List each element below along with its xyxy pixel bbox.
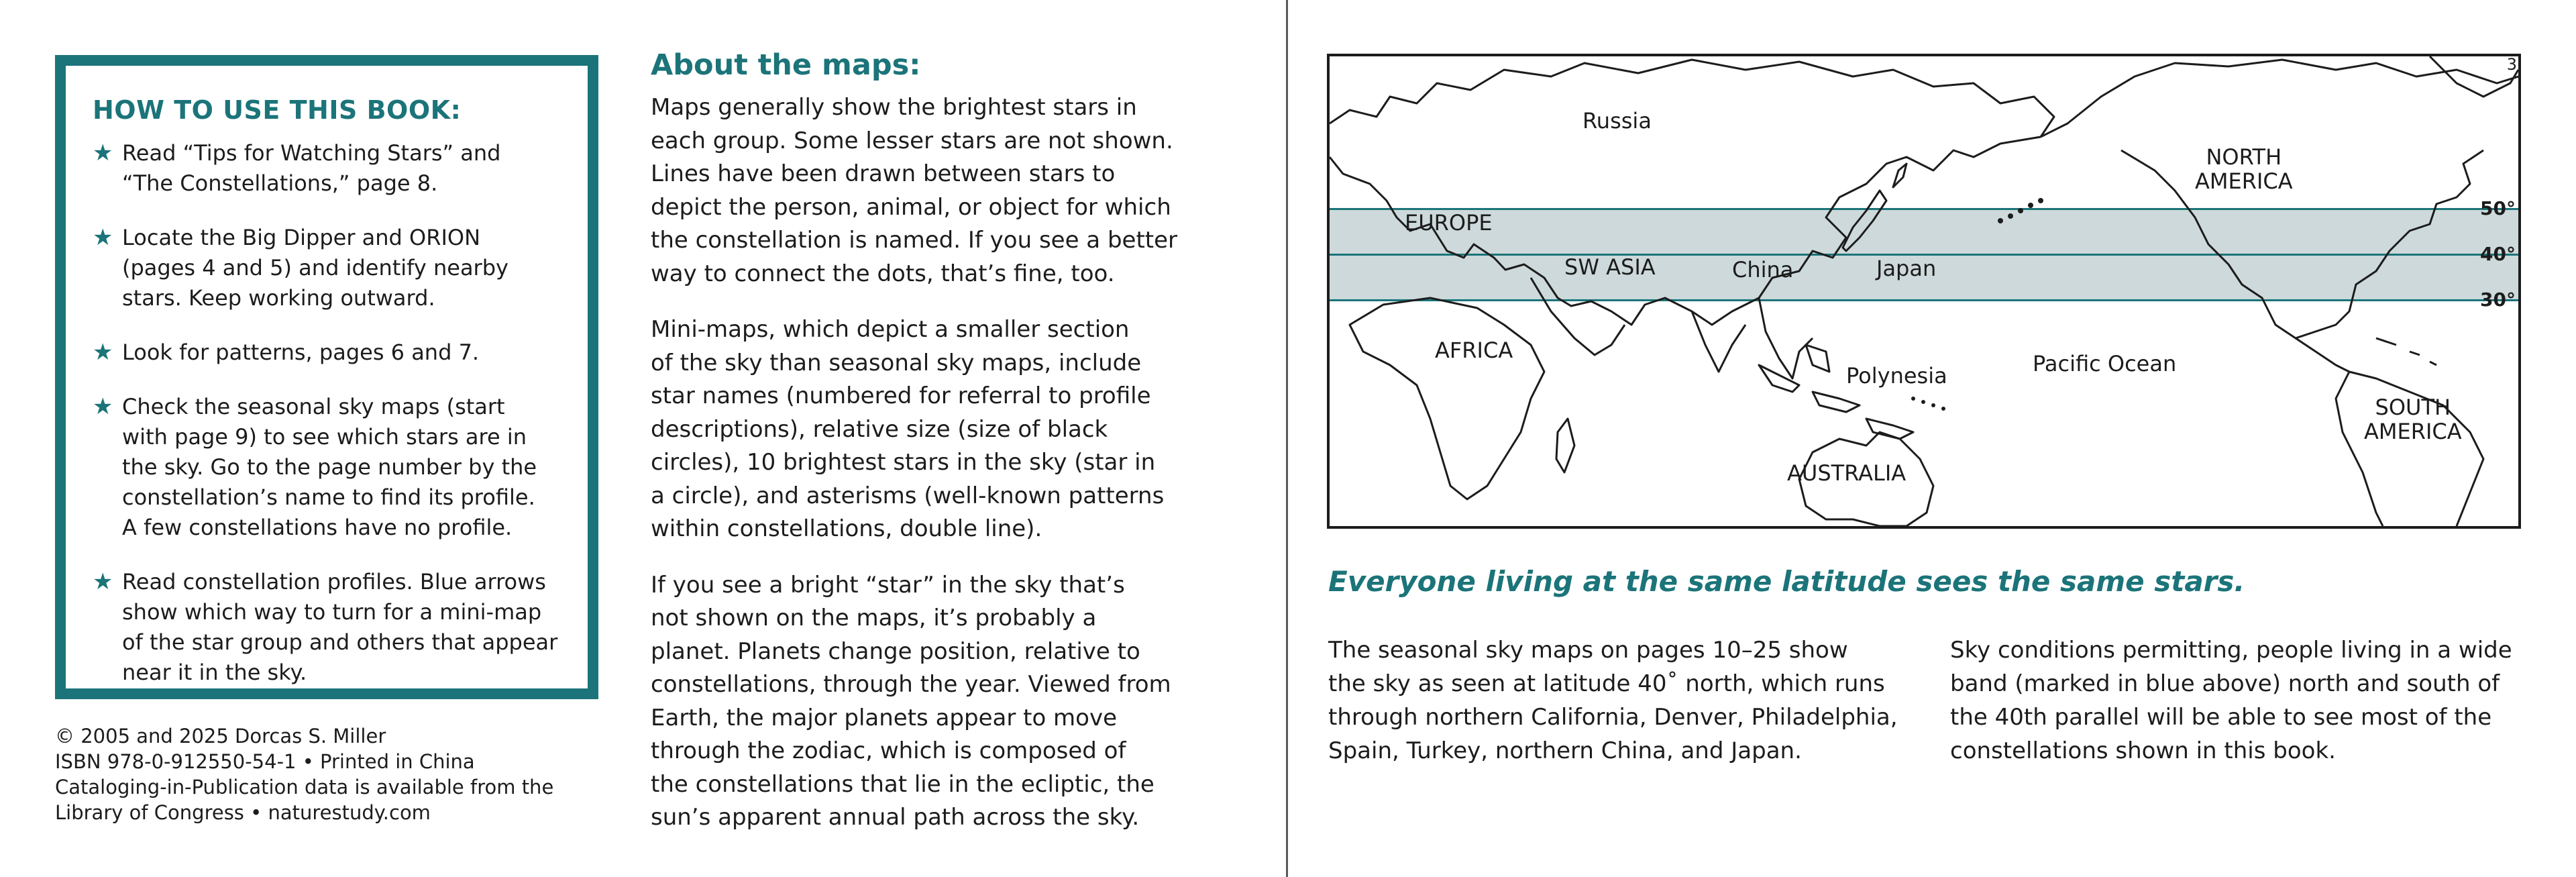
star-bullet-icon: ★ — [93, 224, 113, 251]
about-maps-column — [651, 48, 1201, 858]
region-label-polynesia: Polynesia — [1846, 363, 1947, 389]
page-gutter — [1286, 0, 1288, 877]
sky-conditions-paragraph: Sky conditions permitting, people living in a wide band (marked in blue above) north and south of the 40th parallel will be able to see most of the constellations shown in this book. — [1950, 637, 2512, 764]
how-to-item: ★ Check the seasonal sky maps (start with page 9) to see which stars are in the sky. Go to the page number by the constellation’s name to find its profile. A few constellations have no profile. — [93, 393, 537, 540]
sky-maps-paragraph: The seasonal sky maps on pages 10–25 show the sky as seen at latitude 40˚ north, which runs through northern California, Denver, Philadelphia, Spain, Turkey, northern China, and Japan. — [1328, 637, 1898, 764]
about-paragraph: If you see a bright “star” in the sky that’s not shown on the maps, it’s probably a planet. Planets change position, relative to constellations, through the year. Viewed from Earth, the major planets appear to move through the zodiac, which is composed of the constellations that lie in the ecliptic, the sun’s apparent annual path across the sky. — [651, 571, 1171, 831]
about-maps-heading: About the maps: — [651, 48, 921, 82]
latitude-tagline: Everyone living at the same latitude sees the same stars. — [1328, 565, 2245, 598]
world-latitude-map — [1327, 54, 2521, 529]
copyright-block: © 2005 and 2025 Dorcas S. Miller ISBN 978-0-912550-54-1 • Printed in China Cataloging-in-Publication data is available from the Library of Congress • naturestudy.com — [55, 725, 554, 824]
how-to-use-box — [55, 55, 598, 699]
region-label-china: China — [1732, 257, 1794, 282]
how-to-title: HOW TO USE THIS BOOK: — [93, 95, 462, 125]
region-label-pacific-ocean: Pacific Ocean — [2033, 351, 2177, 376]
region-label-europe: EUROPE — [1405, 210, 1493, 236]
region-label-south-america: SOUTH AMERICA — [2364, 395, 2462, 444]
latitude-label-50: 50° — [2480, 197, 2516, 219]
region-label-north-america: NORTH AMERICA — [2195, 144, 2293, 194]
region-label-russia: Russia — [1582, 108, 1652, 134]
how-to-item: ★ Read constellation profiles. Blue arrows show which way to turn for a mini-map of the star group and others that appear near it in the sky. — [93, 568, 558, 685]
about-paragraph: Mini-maps, which depict a smaller section of the sky than seasonal sky maps, include star names (numbered for referral to profile descriptions), relative size (size of black circles), 10 brightest stars in the sky (star in a circle), and asterisms (well-known patterns within constellations, double line). — [651, 316, 1165, 542]
latitude-label-40: 40° — [2480, 243, 2516, 265]
star-bullet-icon: ★ — [93, 140, 113, 166]
star-bullet-icon: ★ — [93, 568, 113, 595]
region-label-japan: Japan — [1876, 256, 1937, 281]
continent-outlines — [1330, 56, 2518, 526]
page-number: 3 — [2506, 55, 2517, 74]
how-to-item: ★ Look for patterns, pages 6 and 7. — [93, 338, 561, 368]
region-label-sw-asia: SW ASIA — [1564, 254, 1656, 280]
how-to-item: ★ Locate the Big Dipper and ORION (pages 4 and 5) and identify nearby stars. Keep working outward. — [93, 224, 508, 311]
star-bullet-icon: ★ — [93, 393, 113, 420]
latitude-label-30: 30° — [2480, 289, 2516, 311]
region-label-australia: AUSTRALIA — [1787, 460, 1907, 486]
region-label-africa: AFRICA — [1435, 338, 1513, 363]
how-to-item: ★ Read “Tips for Watching Stars” and “The Constellations,” page 8. — [93, 140, 501, 196]
star-bullet-icon: ★ — [93, 339, 113, 366]
about-paragraph: Maps generally show the brightest stars in each group. Some lesser stars are not shown. Lines have been drawn between stars to depict the person, animal, or object for which the constellation is named. If you see a better way to connect the dots, that’s fine, too. — [651, 94, 1178, 287]
how-to-list — [93, 138, 561, 688]
